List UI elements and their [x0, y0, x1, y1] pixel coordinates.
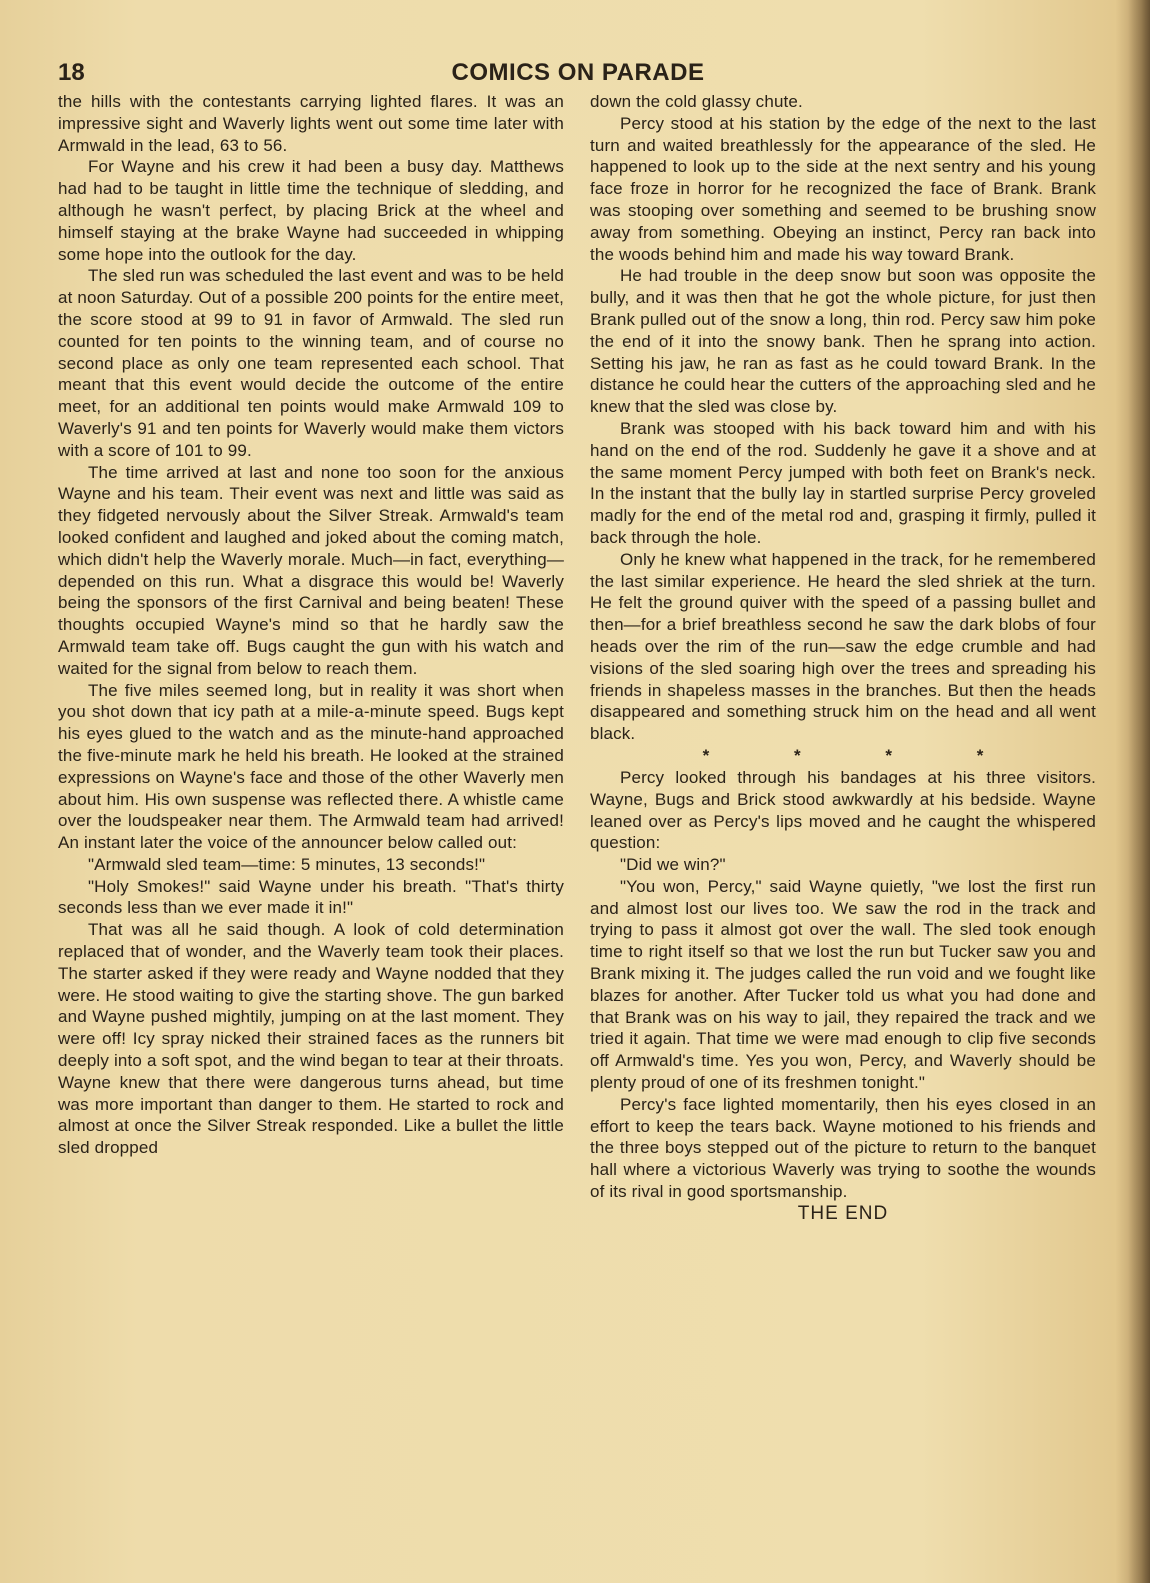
paragraph: "Holy Smokes!" said Wayne under his breath. "That's thirty seconds less than we ever made it in!" [58, 876, 564, 918]
paragraph: "Armwald sled team—time: 5 minutes, 13 seconds!" [88, 854, 486, 874]
paragraph: Brank was stooped with his back toward him and with his hand on the end of the rod. Suddenly he gave it a shove and at the same moment Percy jumped with both feet on Brank's neck. In the instant that the bully lay in startled surprise Percy groveled madly for the end of the metal rod and, grasping it firmly, pulled it back through the hole. [590, 418, 1096, 547]
paragraph: The five miles seemed long, but in reality it was short when you shot down that icy path at a mile-a-minute speed. Bugs kept his eyes glued to the watch and as the minute-hand approached the five-minute mark he held his breath. He looked at the strained expressions on Wayne's face and those of the other Waverly men about him. His own suspense was reflected there. A whistle came over the loudspeaker near them. The Armwald team had arrived! An instant later the voice of the announcer below called out: [58, 680, 564, 853]
paragraph: down the cold glassy chute. [590, 92, 803, 111]
page-number: 18 [58, 59, 85, 86]
left-column [58, 91, 564, 1159]
paragraph: Percy looked through his bandages at his three visitors. Wayne, Bugs and Brick stood awkwardly at his bedside. Wayne leaned over as Percy's lips moved and he caught the whispered question: [590, 767, 1096, 853]
paragraph: The sled run was scheduled the last event and was to be held at noon Saturday. Out of a possible 200 points for the entire meet, the score stood at 99 to 91 in favor of Armwald. The sled run counted for ten points to the winning team, and of course no second place as only one team represented each school. That meant that this event would decide the outcome of the entire meet, for an additional ten points would make Armwald 109 to Waverly's 91 and ten points for Waverly would make them victors with a score of 101 to 99. [58, 266, 564, 460]
paragraph: "Did we win?" [620, 855, 726, 875]
paragraph: the hills with the contestants carrying lighted flares. It was an impressive sight and Waverly lights went out some time later with Armwald in the lead, 63 to 56. [58, 92, 564, 155]
section-break: * * * * [702, 745, 1024, 765]
paragraph: Only he knew what happened in the track, for he remembered the last similar experience. He heard the sled shriek at the turn. He felt the ground quiver with the speed of a passing bullet and then—for a brief breathless second he saw the dark blobs of four heads over the rim of the run—saw the edge crumble and had visions of the sled soaring high over the trees and spreading his friends in shapeless masses in the branches. But then the heads disappeared and something struck him on the head and all went black. [590, 549, 1096, 744]
running-title: COMICS ON PARADE [451, 59, 705, 86]
the-end-label: THE END [797, 1202, 889, 1224]
paragraph: Percy's face lighted momentarily, then his eyes closed in an effort to keep the tears back. Wayne motioned to his friends and the three boys stepped out of the picture to return to the banquet hall where a victorious Waverly was trying to soothe the wounds of its rival in good sportsmanship. [590, 1094, 1096, 1202]
page-spine-shadow [1128, 0, 1150, 1583]
paragraph: Percy stood at his station by the edge of the next to the last turn and waited breathlessly for the appearance of the sled. He happened to look up to the side at the next sentry and his young face froze in horror for he recognized the face of Brank. Brank was stooping over something and seemed to be brushing snow away from something. Obeying an instinct, Percy ran back into the woods behind him and made his way toward Brank. [590, 113, 1096, 264]
paragraph: He had trouble in the deep snow but soon was opposite the bully, and it was then that he got the whole picture, for just then Brank pulled out of the snow a long, thin rod. Percy saw him poke the end of it into the snowy bank. Then he sprang into action. Setting his jaw, he ran as fast as he could toward Brank. In the distance he could hear the cutters of the approaching sled and he knew that the sled was close by. [590, 266, 1096, 417]
paragraph: "You won, Percy," said Wayne quietly, "we lost the first run and almost lost our lives too. We saw the rod in the track and trying to pass it almost got over the wall. The sled took enough time to right itself so that we lost the run but Tucker saw you and Brank mixing it. The judges called the run void and we fought like blazes for another. After Tucker told us what you had done and that Brank was on his way to jail, they repaired the track and we tried it again. That time we were mad enough to clip five seconds off Armwald's time. Yes you won, Percy, and Waverly should be plenty proud of one of its freshmen tonight." [590, 876, 1096, 1093]
paragraph: The time arrived at last and none too soon for the anxious Wayne and his team. Their event was next and little was said as they fidgeted nervously about the Silver Streak. Armwald's team looked confident and laughed and joked about the coming match, which didn't help the Waverly morale. Much—in fact, everything—depended on this run. What a disgrace this would be! Waverly being the sponsors of the first Carnival and being beaten! These thoughts occupied Wayne's mind so that he hardly saw the Armwald team take off. Bugs caught the gun with his watch and waited for the signal from below to reach them. [58, 462, 564, 678]
page-header [58, 56, 1098, 90]
paragraph: For Wayne and his crew it had been a busy day. Matthews had had to be taught in little time the technique of sledding, and although he wasn't perfect, by placing Brick at the wheel and himself staying at the brake Wayne had succeeded in whipping some hope into the outlook for the day. [58, 157, 564, 264]
right-column [590, 91, 1096, 1225]
paragraph: That was all he said though. A look of cold determination replaced that of wonder, and the Waverly team took their places. The starter asked if they were ready and Wayne nodded that they were. He stood waiting to give the starting shove. The gun barked and Wayne pushed mightily, jumping on at the last moment. They were off! Icy spray nicked their strained faces as the runners bit deeply into a soft spot, and the wind began to tear at their throats. Wayne knew that there were dangerous turns ahead, but time was more important than danger to them. He started to rock and almost at once the Silver Streak responded. Like a bullet the little sled dropped [58, 920, 564, 1158]
